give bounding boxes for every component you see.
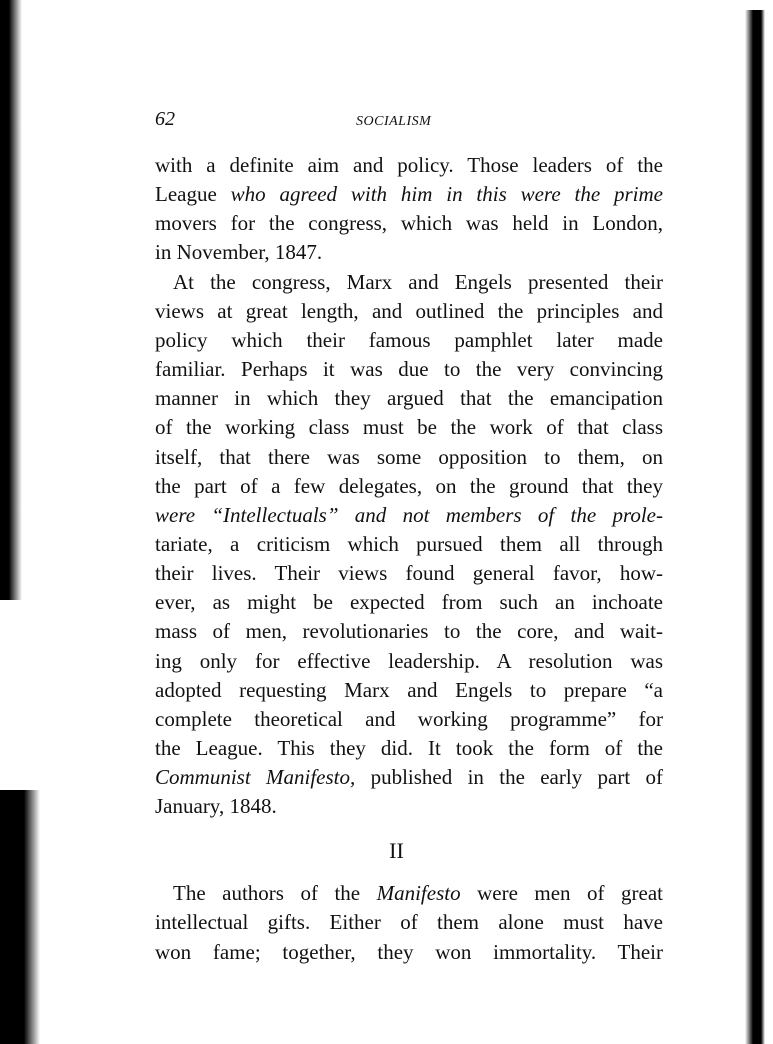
text-line (155, 299, 663, 323)
text-line (155, 503, 663, 527)
text-line (155, 940, 663, 964)
text: the League. This they did. It took the form of the (155, 736, 663, 760)
text-line (155, 445, 663, 469)
text-line (155, 474, 663, 498)
text: won fame; together, they won immortality. Their (155, 939, 663, 964)
text: familiar. Perhaps it was due to the very convincing (155, 357, 663, 382)
text: of the working class must be the work of that class (155, 415, 663, 440)
text-line (155, 270, 663, 294)
italic-text: Manifesto (376, 881, 461, 905)
text-line (155, 561, 663, 585)
page-number: 62 (155, 108, 175, 130)
text: in November, 1847. (155, 240, 323, 265)
scan-border-left (0, 0, 22, 600)
text: were men of great (460, 881, 664, 905)
text: At the congress, Marx and Engels presented their (173, 269, 663, 294)
text-line (155, 328, 663, 352)
text-line (155, 211, 663, 235)
text: movers for the congress, which was held in London, (155, 211, 663, 236)
text: published in the early part of (355, 765, 663, 790)
text-line (155, 765, 663, 789)
text: January, 1848. (155, 794, 277, 819)
text-line (155, 736, 663, 760)
text-line (155, 678, 663, 702)
running-title: SOCIALISM (356, 114, 432, 129)
text-line (155, 182, 663, 206)
scan-border-right (745, 10, 765, 1044)
text: The authors of the (173, 881, 377, 905)
text-line (155, 707, 663, 731)
text-line (155, 532, 663, 556)
text: intellectual gifts. Either of them alone must have (155, 910, 663, 935)
text: complete theoretical and working programme” for (155, 706, 663, 731)
text-line (155, 619, 663, 643)
text: League (155, 182, 231, 207)
text: adopted requesting Marx and Engels to prepare “a (155, 677, 663, 702)
section-heading: II (389, 838, 404, 863)
text: manner in which they argued that the emancipation (155, 386, 663, 411)
text-line (155, 590, 663, 614)
text-line (155, 240, 663, 264)
text: with a definite aim and policy. Those leaders of the (155, 153, 663, 177)
text-line (155, 881, 663, 905)
italic-text: were “Intellectuals” and not members of the prole- (155, 502, 663, 527)
scan-border-left-lower (0, 790, 40, 1044)
text: their lives. Their views found general favor, how- (155, 561, 663, 586)
text-line (155, 386, 663, 410)
text: ing only for effective leadership. A resolution was (155, 648, 663, 673)
text-line (155, 357, 663, 381)
text-line (155, 794, 663, 818)
text-line (155, 910, 663, 934)
text: mass of men, revolutionaries to the core, and wait- (155, 619, 663, 644)
text: the part of a few delegates, on the ground that they (155, 473, 663, 498)
text: tariate, a criticism which pursued them all through (155, 531, 663, 556)
text: views at great length, and outlined the principles and (155, 298, 663, 323)
text-line (155, 649, 663, 673)
text: policy which their famous pamphlet later made (155, 327, 663, 352)
text-line (155, 153, 663, 177)
italic-text: who agreed with him in this were the prime (230, 182, 663, 207)
text: itself, that there was some opposition to them, on (155, 444, 663, 469)
text: ever, as might be expected from such an inchoate (155, 590, 663, 615)
italic-text: Communist Manifesto, (155, 765, 356, 790)
text-line (155, 415, 663, 439)
